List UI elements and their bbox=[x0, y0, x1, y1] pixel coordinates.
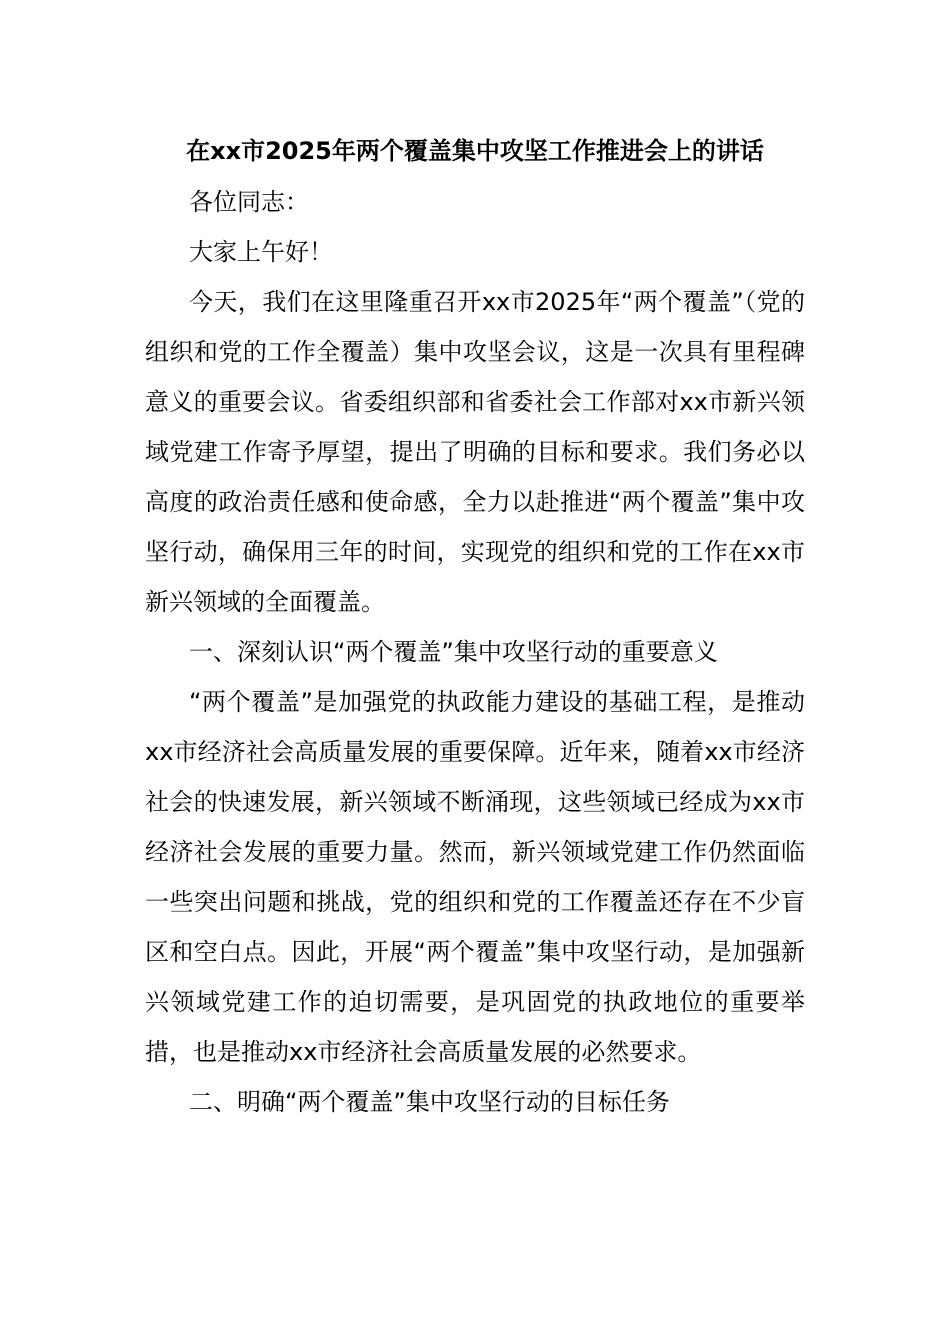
section-heading-2: 二、明确“两个覆盖”集中攻坚行动的目标任务 bbox=[189, 1088, 670, 1116]
greeting-paragraph: 大家上午好！ bbox=[189, 238, 333, 266]
document-title: 在xx市2025年两个覆盖集中攻坚工作推进会上的讲话 bbox=[186, 137, 764, 165]
section-heading-1: 一、深刻认识“两个覆盖”集中攻坚行动的重要意义 bbox=[189, 638, 718, 666]
intro-paragraph: 今天，我们在这里隆重召开xx市2025年“两个覆盖”（党的组织和党的工作全覆盖）集中攻坚会议，这是一次具有里程碑意义的重要会议。省委组织部和省委社会工作部对xx市新兴领域党建工作寄予厚望，提出了明确的目标和要求。我们务必以高度的政治责任感和使命感，全力以赴推进“两个覆盖”集中攻坚行动，确保用三年的时间，实现党的组织和党的工作在xx市新兴领域的全面覆盖。 bbox=[145, 288, 805, 616]
document-body bbox=[145, 177, 805, 1127]
salutation-paragraph: 各位同志： bbox=[189, 188, 309, 216]
section-1-paragraph: “两个覆盖”是加强党的执政能力建设的基础工程，是推动xx市经济社会高质量发展的重要保障。近年来，随着xx市经济社会的快速发展，新兴领域不断涌现，这些领域已经成为xx市经济社会发展的重要力量。然而，新兴领域党建工作仍然面临一些突出问题和挑战，党的组织和党的工作覆盖还存在不少盲区和空白点。因此，开展“两个覆盖”集中攻坚行动，是加强新兴领域党建工作的迫切需要，是巩固党的执政地位的重要举措，也是推动xx市经济社会高质量发展的必然要求。 bbox=[145, 688, 805, 1066]
